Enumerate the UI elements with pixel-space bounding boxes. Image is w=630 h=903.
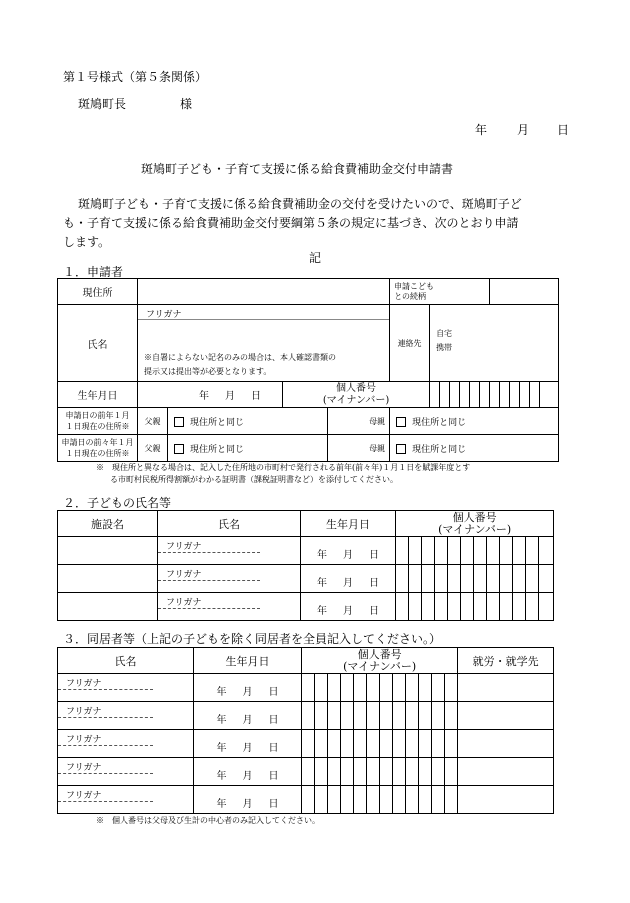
mynumber-digit[interactable]	[367, 702, 380, 730]
cohab-birth-header: 生年月日	[194, 648, 302, 674]
applicant-table	[57, 278, 559, 462]
cohab-birth-field[interactable]: 年 月 日	[194, 786, 302, 814]
addressee-honorific: 様	[180, 97, 193, 111]
furigana-label: フリガナ	[66, 791, 102, 801]
mynumber-digit[interactable]	[422, 565, 435, 593]
date-month: 月	[517, 123, 530, 137]
mynumber-digit[interactable]	[328, 730, 341, 758]
prev2-mother-field[interactable]: 現住所と同じ	[390, 435, 559, 462]
mynumber-label: 個人番号 (マイナンバー)	[283, 382, 430, 408]
mynumber-digit[interactable]	[461, 565, 474, 593]
section2-heading: ２．子どもの氏名等	[63, 496, 172, 510]
cohab-name-field[interactable]	[58, 674, 194, 702]
work-school-field[interactable]	[458, 786, 554, 814]
furigana-divider	[58, 801, 153, 802]
cohab-birth-field[interactable]: 年 月 日	[194, 758, 302, 786]
mynumber-digit[interactable]	[480, 382, 490, 408]
work-school-field[interactable]	[458, 674, 554, 702]
mynumber-digit[interactable]	[435, 565, 448, 593]
prev2-mother-label: 母親	[328, 435, 390, 462]
mynumber-digit[interactable]	[461, 537, 474, 565]
intro-line-3: します。	[63, 235, 111, 249]
mynumber-digit[interactable]	[460, 382, 470, 408]
mynumber-digit[interactable]	[539, 565, 554, 593]
mynumber-digit[interactable]	[530, 382, 540, 408]
mynumber-digit[interactable]	[302, 674, 315, 702]
mynumber-digit[interactable]	[328, 758, 341, 786]
mynumber-digit[interactable]	[406, 786, 419, 814]
birth-label: 生年月日	[58, 382, 138, 408]
mynumber-digit[interactable]	[409, 565, 422, 593]
mynumber-digit[interactable]	[430, 382, 440, 408]
furigana-divider	[58, 773, 153, 774]
facility-field[interactable]	[58, 565, 158, 593]
mynumber-digit[interactable]	[354, 758, 367, 786]
applicant-name-field[interactable]	[138, 305, 390, 382]
intro-line-1: 斑鳩町子ども・子育て支援に係る給食費補助金の交付を受けたいので、斑鳩町子ど	[78, 197, 522, 211]
furigana-divider	[138, 319, 389, 320]
mynumber-digit[interactable]	[500, 382, 510, 408]
section1-footnote-1: ※ 現住所と異なる場合は、記入した住所地の市町村で発行される前年(前々年)１月１日を賦課年度とす	[96, 463, 471, 472]
facility-field[interactable]	[58, 593, 158, 621]
mynumber-digit[interactable]	[406, 730, 419, 758]
mynumber-digit[interactable]	[422, 537, 435, 565]
applicant-birth-field[interactable]: 年 月 日	[138, 382, 283, 408]
furigana-label: フリガナ	[66, 735, 102, 745]
mynumber-digit[interactable]	[409, 593, 422, 621]
mynumber-digit[interactable]	[450, 382, 460, 408]
child-name-field[interactable]	[158, 537, 301, 565]
mynumber-digit[interactable]	[396, 537, 409, 565]
mynumber-digit[interactable]	[445, 674, 458, 702]
cohab-name-field[interactable]	[58, 702, 194, 730]
section1-heading: １．申請者	[63, 265, 124, 279]
mynumber-digit[interactable]	[315, 702, 328, 730]
mynumber-digit[interactable]	[445, 702, 458, 730]
cohab-birth-field[interactable]: 年 月 日	[194, 674, 302, 702]
mynumber-digit[interactable]	[539, 593, 554, 621]
furigana-divider	[158, 580, 260, 581]
mynumber-digit[interactable]	[448, 593, 461, 621]
mynumber-digit[interactable]	[302, 730, 315, 758]
address-label: 現住所	[58, 279, 138, 305]
furigana-label: フリガナ	[66, 679, 102, 689]
furigana-label: フリガナ	[166, 598, 202, 608]
prev1-mother-label: 母親	[328, 408, 390, 435]
mynumber-digit[interactable]	[470, 382, 480, 408]
mynumber-digit[interactable]	[500, 593, 513, 621]
mynumber-digit[interactable]	[315, 730, 328, 758]
prev1-label: 申請日の前年１月 １日現在の住所※	[58, 408, 138, 435]
prev1-father-label: 父親	[138, 408, 168, 435]
mynumber-digit[interactable]	[393, 758, 406, 786]
mynumber-digit[interactable]	[315, 674, 328, 702]
mynumber-digit[interactable]	[367, 786, 380, 814]
mynumber-digit[interactable]	[393, 730, 406, 758]
checkbox[interactable]	[174, 417, 184, 427]
cohab-name-header: 氏名	[58, 648, 194, 674]
mynumber-digit[interactable]	[422, 593, 435, 621]
mynumber-digit[interactable]	[354, 674, 367, 702]
address-field[interactable]	[138, 279, 390, 305]
mynumber-digit[interactable]	[432, 786, 445, 814]
mynumber-digit[interactable]	[380, 702, 393, 730]
mynumber-digit[interactable]	[487, 593, 500, 621]
cohabitants-table	[57, 647, 554, 814]
work-school-field[interactable]	[458, 702, 554, 730]
cohab-birth-field[interactable]: 年 月 日	[194, 730, 302, 758]
checkbox[interactable]	[396, 444, 406, 454]
mynumber-digit[interactable]	[406, 758, 419, 786]
mynumber-digit[interactable]	[302, 702, 315, 730]
mynumber-digit[interactable]	[513, 593, 526, 621]
mynumber-digit[interactable]	[520, 382, 530, 408]
child-name-header: 氏名	[158, 511, 301, 537]
relation-field[interactable]	[490, 279, 559, 305]
mynumber-digit[interactable]	[487, 565, 500, 593]
mobile-phone-label: 携帯	[436, 343, 453, 352]
prev2-father-label: 父親	[138, 435, 168, 462]
mynumber-digit[interactable]	[315, 758, 328, 786]
mynumber-digit[interactable]	[500, 565, 513, 593]
mynumber-digit[interactable]	[354, 730, 367, 758]
name-note: ※自署によらない記名のみの場合は、本人確認書類の 提示又は提出等が必要となります。	[144, 353, 336, 376]
mynumber-digit[interactable]	[409, 537, 422, 565]
section3-footnote: ※ 個人番号は父母及び生計の中心者のみ記入してください。	[96, 816, 320, 825]
mynumber-digit[interactable]	[432, 730, 445, 758]
section3-heading: ３．同居者等（上記の子どもを除く同居者を全員記入してください。）	[63, 632, 442, 646]
date-year: 年	[475, 123, 488, 137]
relation-label: 申請こども との続柄	[390, 279, 490, 305]
child-birth-field[interactable]: 年 月 日	[301, 565, 396, 593]
mynumber-digit[interactable]	[432, 674, 445, 702]
intro-line-2: も・子育て支援に係る給食費補助金交付要綱第５条の規定に基づき、次のとおり申請	[63, 216, 519, 230]
child-name-field[interactable]	[158, 593, 301, 621]
mynumber-digit[interactable]	[367, 674, 380, 702]
furigana-label: フリガナ	[66, 707, 102, 717]
mynumber-digit[interactable]	[513, 565, 526, 593]
date-day: 日	[557, 123, 570, 137]
facility-field[interactable]	[58, 537, 158, 565]
mynumber-digit[interactable]	[448, 537, 461, 565]
mynumber-digit[interactable]	[419, 674, 432, 702]
mynumber-digit[interactable]	[474, 537, 487, 565]
mynumber-digit[interactable]	[445, 730, 458, 758]
mynumber-digit[interactable]	[396, 593, 409, 621]
checkbox[interactable]	[396, 417, 406, 427]
mynumber-digit[interactable]	[354, 786, 367, 814]
section1-footnote-2: る市町村民税所得割額がわかる証明書（課税証明書など）を添付してください。	[110, 475, 398, 484]
mynumber-digit[interactable]	[526, 537, 539, 565]
mynumber-digit[interactable]	[328, 702, 341, 730]
name-label: 氏名	[58, 305, 138, 382]
mynumber-digit[interactable]	[328, 786, 341, 814]
cohab-name-field[interactable]	[58, 758, 194, 786]
contact-label: 連絡先	[390, 305, 430, 382]
work-school-field[interactable]	[458, 758, 554, 786]
mynumber-digit[interactable]	[341, 730, 354, 758]
mynumber-digit[interactable]	[380, 730, 393, 758]
mynumber-digit[interactable]	[341, 786, 354, 814]
mynumber-digit[interactable]	[432, 758, 445, 786]
cohab-name-field[interactable]	[58, 786, 194, 814]
mynumber-digit[interactable]	[367, 730, 380, 758]
child-birth-header: 生年月日	[301, 511, 396, 537]
child-mynumber-header: 個人番号 (マイナンバー)	[396, 511, 554, 537]
home-phone-label: 自宅	[436, 329, 453, 338]
mynumber-digit[interactable]	[341, 702, 354, 730]
furigana-label: フリガナ	[66, 763, 102, 773]
checkbox[interactable]	[174, 444, 184, 454]
mynumber-digit[interactable]	[448, 565, 461, 593]
furigana-divider	[58, 689, 153, 690]
mynumber-digit[interactable]	[461, 593, 474, 621]
mynumber-digit[interactable]	[474, 593, 487, 621]
mynumber-digit[interactable]	[526, 593, 539, 621]
mynumber-digit[interactable]	[526, 565, 539, 593]
mynumber-digit[interactable]	[328, 674, 341, 702]
mynumber-digit[interactable]	[432, 702, 445, 730]
mynumber-digit[interactable]	[380, 758, 393, 786]
furigana-divider	[58, 745, 153, 746]
mynumber-digit[interactable]	[500, 537, 513, 565]
mynumber-digit[interactable]	[435, 537, 448, 565]
prev1-father-field[interactable]: 現住所と同じ	[168, 408, 328, 435]
mynumber-digit[interactable]	[419, 786, 432, 814]
ki-label: 記	[309, 251, 322, 265]
mynumber-digit[interactable]	[380, 674, 393, 702]
furigana-label: フリガナ	[166, 570, 202, 580]
mynumber-digit[interactable]	[445, 786, 458, 814]
mynumber-digit[interactable]	[367, 758, 380, 786]
furigana-divider	[158, 552, 260, 553]
mynumber-digit[interactable]	[393, 786, 406, 814]
furigana-divider	[58, 717, 153, 718]
prev2-father-field[interactable]: 現住所と同じ	[168, 435, 328, 462]
cohab-birth-field[interactable]: 年 月 日	[194, 702, 302, 730]
mynumber-digit[interactable]	[435, 593, 448, 621]
prev1-mother-field[interactable]: 現住所と同じ	[390, 408, 559, 435]
mynumber-digit[interactable]	[510, 382, 520, 408]
cohab-name-field[interactable]	[58, 730, 194, 758]
mynumber-digit[interactable]	[406, 674, 419, 702]
child-birth-field[interactable]: 年 月 日	[301, 593, 396, 621]
mynumber-digit[interactable]	[419, 758, 432, 786]
mynumber-digit[interactable]	[445, 758, 458, 786]
mynumber-digit[interactable]	[440, 382, 450, 408]
mynumber-digit[interactable]	[406, 702, 419, 730]
children-table	[57, 510, 554, 621]
addressee-name: 斑鳩町長	[78, 97, 127, 111]
mynumber-digit[interactable]	[302, 758, 315, 786]
furigana-label: フリガナ	[146, 310, 182, 320]
mynumber-digit[interactable]	[540, 382, 559, 408]
mynumber-digit[interactable]	[539, 537, 554, 565]
contact-field[interactable]	[430, 305, 559, 382]
child-birth-field[interactable]: 年 月 日	[301, 537, 396, 565]
mynumber-digit[interactable]	[396, 565, 409, 593]
mynumber-digit[interactable]	[487, 537, 500, 565]
facility-header: 施設名	[58, 511, 158, 537]
mynumber-digit[interactable]	[513, 537, 526, 565]
mynumber-digit[interactable]	[419, 730, 432, 758]
mynumber-digit[interactable]	[315, 786, 328, 814]
mynumber-digit[interactable]	[341, 758, 354, 786]
form-number: 第１号様式（第５条関係）	[63, 70, 208, 84]
mynumber-digit[interactable]	[302, 786, 315, 814]
page-title: 斑鳩町子ども・子育て支援に係る給食費補助金交付申請書	[141, 162, 454, 176]
work-school-header: 就労・就学先	[458, 648, 554, 674]
prev2-label: 申請日の前々年１月 １日現在の住所※	[58, 435, 138, 462]
mynumber-digit[interactable]	[490, 382, 500, 408]
mynumber-digit[interactable]	[380, 786, 393, 814]
child-name-field[interactable]	[158, 565, 301, 593]
mynumber-digit[interactable]	[419, 702, 432, 730]
mynumber-digit[interactable]	[393, 702, 406, 730]
mynumber-digit[interactable]	[341, 674, 354, 702]
mynumber-digit[interactable]	[474, 565, 487, 593]
furigana-divider	[158, 608, 260, 609]
furigana-label: フリガナ	[166, 542, 202, 552]
cohab-mynumber-header: 個人番号 (マイナンバー)	[302, 648, 458, 674]
work-school-field[interactable]	[458, 730, 554, 758]
mynumber-digit[interactable]	[393, 674, 406, 702]
mynumber-digit[interactable]	[354, 702, 367, 730]
